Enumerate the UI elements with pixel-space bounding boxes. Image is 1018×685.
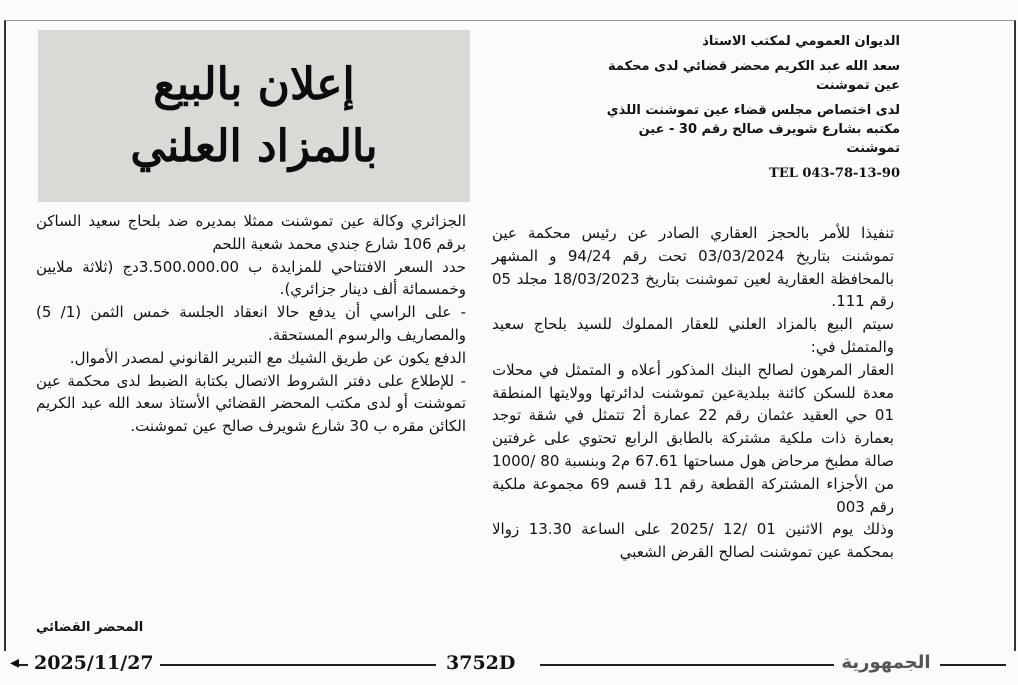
paragraph: الدفع يكون عن طريق الشيك مع التبرير القانوني لمصدر الأموال. — [69, 348, 466, 367]
signature: المحضر القضائي — [36, 620, 144, 635]
publication-date: 2025/11/27 — [28, 652, 160, 674]
announcement-title — [38, 30, 470, 202]
bailiff-header — [600, 32, 900, 189]
title-line-2: بالمزاد العلني — [130, 121, 378, 172]
paragraph: العقار المرهون لصالح البنك المذكور أعلاه و المتمثل في محلات معدة للسكن كائنة ببلديةعين تموشنت لدائرتها وولايتها المنطقة 01 حي العقيد عثمان رقم 22 عمارة أ2 تتمثل في شقة توجد بعمارة ذات ملكية مشتركة بالطابق الرابع تحتوي على غرفتين صالة مطبخ مرحاض هول مساحتها 67.61 م2 وبنسبة 80 /1000 من الأجزاء المشتركة القطعة رقم 11 قسم 69 مجموعة ملكية رقم 003 — [492, 360, 894, 516]
footer-divider — [940, 664, 1006, 666]
paragraph: تنفيذا للأمر بالحجز العقاري الصادر عن رئيس محكمة عين تموشنت بتاريخ 03/03/2024 تحت رقم 94/24 و المشهر بالمحافظة العقارية لعين تموشنت بتاريخ 18/03/2023 مجلد 05 رقم 111. — [492, 224, 895, 311]
paragraph: وذلك يوم الاثنين 01 /12 /2025 على الساعة 13.30 زوالا بمحكمة عين تموشنت لصالح القرض الشعبي — [492, 520, 894, 562]
jurisdiction-text: لدى اختصاص مجلس قضاء عين تموشنت اللذي مكتبه بشارع شويرف صالح رقم 30 - عين تموشنت — [606, 103, 900, 156]
paragraph: الجزائري وكالة عين تموشنت ممثلا بمديره ضد بلحاج سعيد الساكن برقم 106 شارع جندي محمد شعبة اللحم — [36, 212, 466, 253]
paragraph: - للإطلاع على دفتر الشروط الاتصال بكتابة الضبط لدى محكمة عين تموشنت أو لدى مكتب المحضر القضائي الأستاذ سعد الله عبد الكريم الكائن مقره ب 30 شارع شويرف صالح عين تموشنت. — [36, 371, 466, 436]
bailiff-name: سعد الله عبد الكريم محضر قضائي لدى محكمة عين تموشنت — [607, 59, 900, 93]
right-text-column — [492, 222, 894, 564]
newspaper-logo: الجمهورية — [836, 652, 936, 673]
paragraph: حدد السعر الافتتاحي للمزايدة ب 3.500.000.00دج (ثلاثة ملايين وخمسمائة ألف دينار جزائري). — [36, 257, 466, 299]
title-line-1: إعلان بالبيع — [153, 59, 355, 110]
paragraph: - على الراسي أن يدفع حالا انعقاد الجلسة خمس الثمن (1/ 5) والمصاريف والرسوم المستحقة. — [36, 303, 466, 344]
office-name: الديوان العمومي لمكتب الاستاذ — [702, 34, 900, 49]
paragraph: سيتم البيع بالمزاد العلني للعقار المملوك للسيد بلحاج سعيد والمتمثل في: — [492, 315, 894, 356]
footer-divider — [540, 664, 834, 666]
telephone: TEL 043-78-13-90 — [769, 166, 900, 181]
edge-mark-icon: ◂ — [10, 652, 20, 673]
announcement-code: 3752D — [440, 652, 521, 674]
left-text-column — [36, 210, 466, 438]
